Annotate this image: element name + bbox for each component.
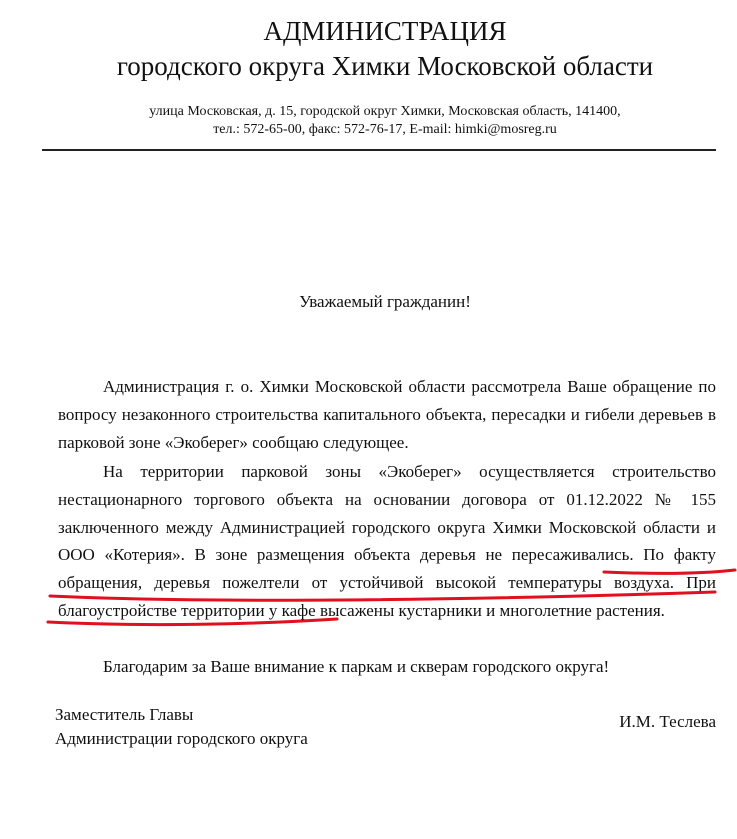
signature-name: И.М. Теслева <box>619 712 716 731</box>
letterhead-address: улица Московская, д. 15, городской округ Химки, Московская область, 141400, <box>149 104 621 119</box>
paragraph-1: Администрация г. о. Химки Московской области рассмотрела Ваше обращение по вопросу незаконного строительства капитального объекта, пересадки и гибели деревьев в парковой зоне «Экоберег» сообщаю следующее. <box>58 377 716 452</box>
paragraph-3: Благодарим за Ваше внимание к паркам и скверам городского округа! <box>103 657 610 676</box>
letterhead-title: АДМИНИСТРАЦИЯ <box>263 16 507 46</box>
signature-position-line1: Заместитель Главы <box>55 705 194 724</box>
signature-position-line2: Администрации городского округа <box>55 729 308 748</box>
letterhead-divider <box>42 149 716 151</box>
letterhead-contacts: тел.: 572-65-00, факс: 572-76-17, E-mail: himki@mosreg.ru <box>213 122 557 137</box>
letterhead-subtitle: городского округа Химки Московской области <box>116 51 654 81</box>
signature-position <box>55 703 308 751</box>
greeting: Уважаемый гражданин! <box>299 292 471 311</box>
paragraph-2: На территории парковой зоны «Экоберег» осуществляется строительство нестационарного торгового объекта на основании договора от 01.12.2022 № 155 заключенного между Администрацией городского округа Химки Московской области и ООО «Котерия». В зоне размещения объекта деревья не пересаживались. По факту обращения, деревья пожелтели от устойчивой высокой температуры воздуха. При благоустройстве территории у кафе высажены кустарники и многолетние растения. <box>58 462 716 620</box>
